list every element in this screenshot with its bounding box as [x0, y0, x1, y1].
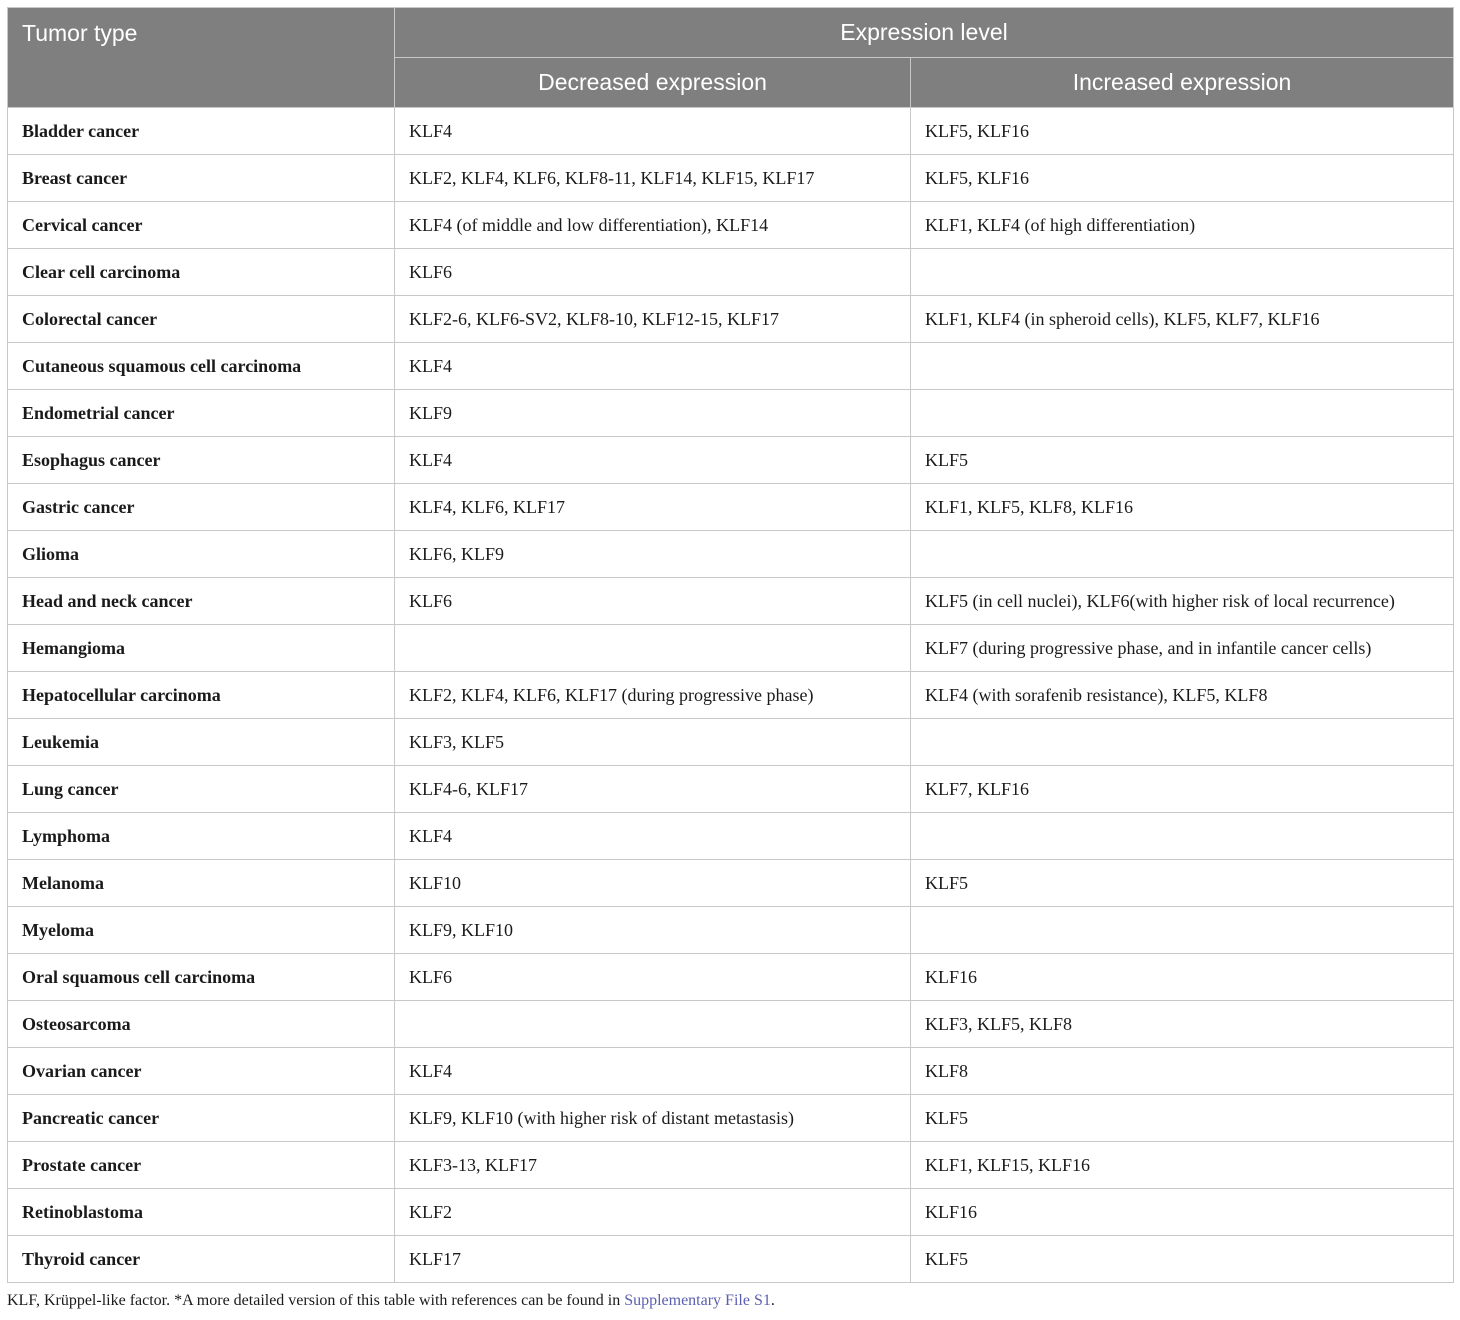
table-row — [8, 907, 1454, 954]
decreased-cell: KLF4 — [395, 1048, 911, 1095]
table-footnote — [7, 1292, 775, 1310]
tumor-type-cell: Colorectal cancer — [8, 296, 395, 343]
increased-cell: KLF7 (during progressive phase, and in infantile cancer cells) — [911, 625, 1454, 672]
increased-cell: KLF5 (in cell nuclei), KLF6(with higher risk of local recurrence) — [911, 578, 1454, 625]
tumor-type-cell: Gastric cancer — [8, 484, 395, 531]
increased-cell: KLF1, KLF4 (in spheroid cells), KLF5, KLF7, KLF16 — [911, 296, 1454, 343]
tumor-type-cell: Melanoma — [8, 860, 395, 907]
increased-cell: KLF8 — [911, 1048, 1454, 1095]
decreased-cell: KLF4-6, KLF17 — [395, 766, 911, 813]
header-expression-level: Expression level — [395, 8, 1454, 58]
table-row — [8, 1236, 1454, 1283]
footnote-text: KLF, Krüppel-like factor. *A more detailed version of this table with references can be found in — [7, 1292, 625, 1309]
increased-cell: KLF1, KLF4 (of high differentiation) — [911, 202, 1454, 249]
tumor-type-cell: Retinoblastoma — [8, 1189, 395, 1236]
table-row — [8, 531, 1454, 578]
table-row — [8, 484, 1454, 531]
increased-cell — [911, 249, 1454, 296]
table-row — [8, 1142, 1454, 1189]
decreased-cell: KLF2-6, KLF6-SV2, KLF8-10, KLF12-15, KLF17 — [395, 296, 911, 343]
table-row — [8, 249, 1454, 296]
increased-cell: KLF5 — [911, 860, 1454, 907]
table-row — [8, 860, 1454, 907]
decreased-cell: KLF6, KLF9 — [395, 531, 911, 578]
increased-cell: KLF3, KLF5, KLF8 — [911, 1001, 1454, 1048]
increased-cell — [911, 907, 1454, 954]
decreased-cell: KLF9, KLF10 — [395, 907, 911, 954]
decreased-cell: KLF2 — [395, 1189, 911, 1236]
decreased-cell: KLF4 (of middle and low differentiation), KLF14 — [395, 202, 911, 249]
table-row — [8, 766, 1454, 813]
tumor-type-cell: Hepatocellular carcinoma — [8, 672, 395, 719]
increased-cell: KLF7, KLF16 — [911, 766, 1454, 813]
increased-cell: KLF5, KLF16 — [911, 155, 1454, 202]
decreased-cell: KLF3, KLF5 — [395, 719, 911, 766]
tumor-type-cell: Cervical cancer — [8, 202, 395, 249]
decreased-cell: KLF6 — [395, 954, 911, 1001]
header-tumor-type: Tumor type — [8, 8, 395, 108]
increased-cell — [911, 343, 1454, 390]
header-decreased: Decreased expression — [395, 58, 911, 108]
table-row — [8, 1095, 1454, 1142]
table-row — [8, 1189, 1454, 1236]
increased-cell — [911, 531, 1454, 578]
increased-cell: KLF5 — [911, 1236, 1454, 1283]
tumor-type-cell: Myeloma — [8, 907, 395, 954]
table-container — [7, 7, 1453, 1283]
table-row — [8, 1001, 1454, 1048]
increased-cell — [911, 813, 1454, 860]
decreased-cell: KLF4 — [395, 813, 911, 860]
tumor-type-cell: Ovarian cancer — [8, 1048, 395, 1095]
increased-cell: KLF1, KLF5, KLF8, KLF16 — [911, 484, 1454, 531]
decreased-cell: KLF17 — [395, 1236, 911, 1283]
table-row — [8, 625, 1454, 672]
tumor-type-cell: Pancreatic cancer — [8, 1095, 395, 1142]
increased-cell: KLF5 — [911, 437, 1454, 484]
increased-cell: KLF4 (with sorafenib resistance), KLF5, KLF8 — [911, 672, 1454, 719]
tumor-type-cell: Lymphoma — [8, 813, 395, 860]
tumor-type-cell: Osteosarcoma — [8, 1001, 395, 1048]
supplementary-link[interactable]: Supplementary File S1 — [624, 1292, 771, 1309]
decreased-cell: KLF2, KLF4, KLF6, KLF17 (during progressive phase) — [395, 672, 911, 719]
tumor-type-cell: Head and neck cancer — [8, 578, 395, 625]
tumor-type-cell: Bladder cancer — [8, 108, 395, 155]
table-row — [8, 672, 1454, 719]
table-row — [8, 813, 1454, 860]
header-increased: Increased expression — [911, 58, 1454, 108]
tumor-type-cell: Leukemia — [8, 719, 395, 766]
tumor-type-cell: Clear cell carcinoma — [8, 249, 395, 296]
tumor-type-cell: Endometrial cancer — [8, 390, 395, 437]
tumor-type-cell: Glioma — [8, 531, 395, 578]
table-row — [8, 954, 1454, 1001]
table-body — [8, 108, 1454, 1283]
tumor-type-cell: Thyroid cancer — [8, 1236, 395, 1283]
increased-cell: KLF16 — [911, 954, 1454, 1001]
table-row — [8, 437, 1454, 484]
klf-expression-table — [7, 7, 1454, 1283]
table-row — [8, 296, 1454, 343]
decreased-cell: KLF6 — [395, 249, 911, 296]
table-row — [8, 155, 1454, 202]
tumor-type-cell: Oral squamous cell carcinoma — [8, 954, 395, 1001]
table-row — [8, 343, 1454, 390]
increased-cell — [911, 719, 1454, 766]
decreased-cell: KLF4 — [395, 343, 911, 390]
decreased-cell — [395, 1001, 911, 1048]
decreased-cell: KLF9, KLF10 (with higher risk of distant metastasis) — [395, 1095, 911, 1142]
tumor-type-cell: Hemangioma — [8, 625, 395, 672]
tumor-type-cell: Cutaneous squamous cell carcinoma — [8, 343, 395, 390]
table-row — [8, 578, 1454, 625]
increased-cell: KLF1, KLF15, KLF16 — [911, 1142, 1454, 1189]
increased-cell: KLF16 — [911, 1189, 1454, 1236]
increased-cell: KLF5 — [911, 1095, 1454, 1142]
tumor-type-cell: Prostate cancer — [8, 1142, 395, 1189]
increased-cell: KLF5, KLF16 — [911, 108, 1454, 155]
decreased-cell: KLF9 — [395, 390, 911, 437]
decreased-cell: KLF10 — [395, 860, 911, 907]
decreased-cell — [395, 625, 911, 672]
decreased-cell: KLF6 — [395, 578, 911, 625]
table-row — [8, 202, 1454, 249]
decreased-cell: KLF4 — [395, 437, 911, 484]
footnote-end: . — [770, 1292, 775, 1309]
decreased-cell: KLF4 — [395, 108, 911, 155]
decreased-cell: KLF3-13, KLF17 — [395, 1142, 911, 1189]
decreased-cell: KLF2, KLF4, KLF6, KLF8-11, KLF14, KLF15, KLF17 — [395, 155, 911, 202]
increased-cell — [911, 390, 1454, 437]
table-row — [8, 719, 1454, 766]
decreased-cell: KLF4, KLF6, KLF17 — [395, 484, 911, 531]
table-row — [8, 108, 1454, 155]
tumor-type-cell: Breast cancer — [8, 155, 395, 202]
tumor-type-cell: Lung cancer — [8, 766, 395, 813]
table-row — [8, 390, 1454, 437]
table-header — [8, 8, 1454, 108]
table-row — [8, 1048, 1454, 1095]
tumor-type-cell: Esophagus cancer — [8, 437, 395, 484]
